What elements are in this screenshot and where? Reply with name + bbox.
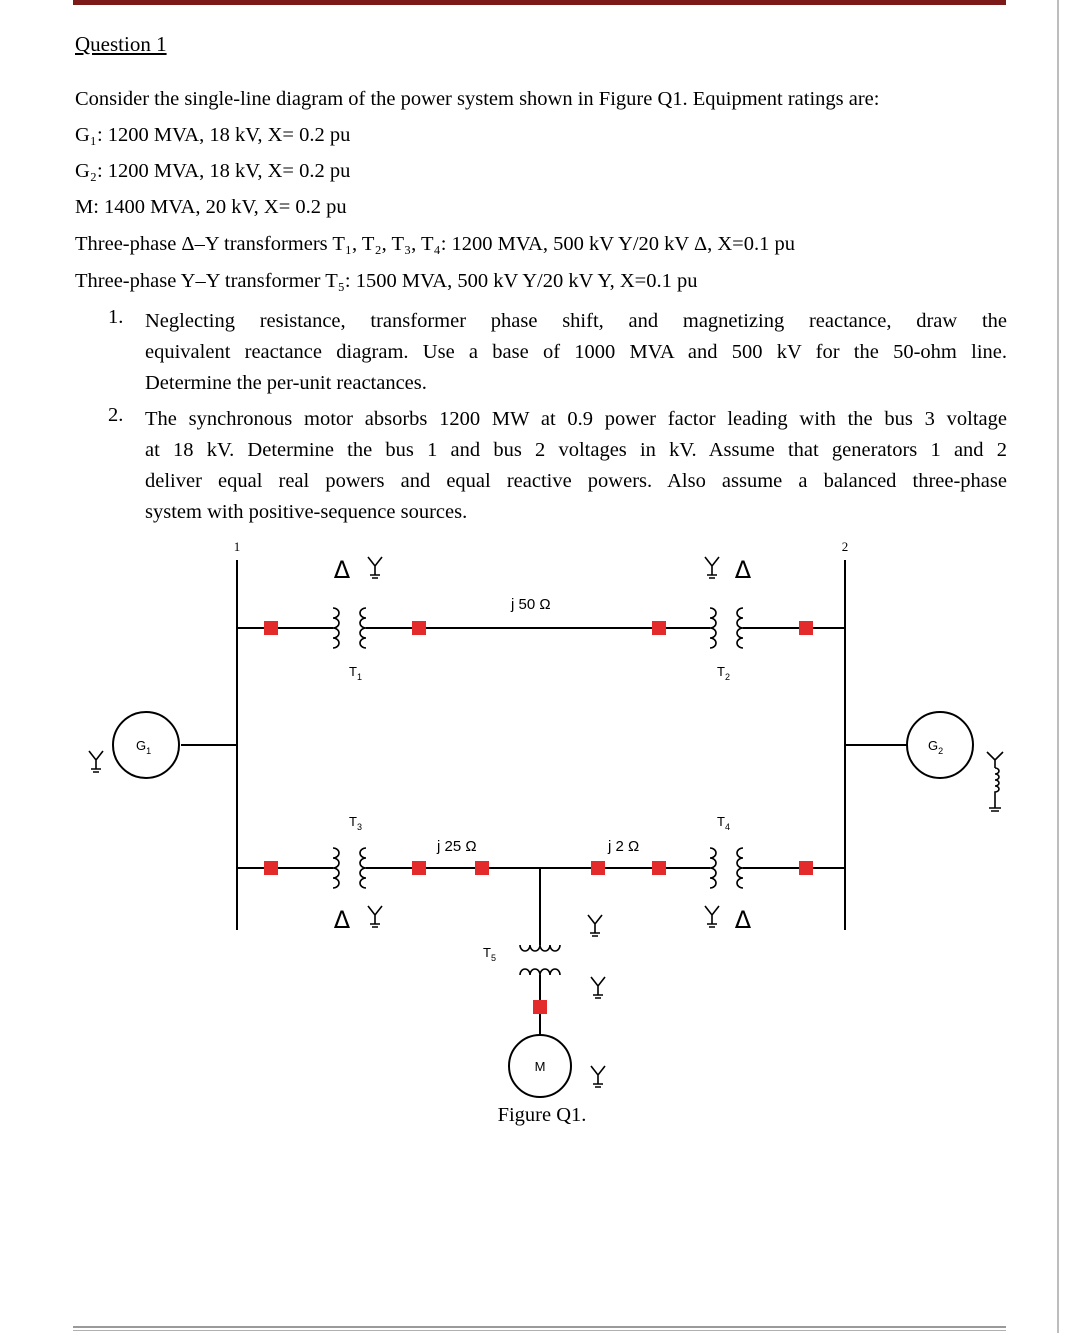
single-line-diagram <box>0 530 1084 1100</box>
task-number: 2. <box>108 404 124 426</box>
generator-g2-icon <box>907 712 973 778</box>
breaker-icon <box>533 1000 547 1014</box>
delta-symbol: Δ <box>333 906 351 934</box>
header-rule <box>73 0 1006 5</box>
task-line: equivalent reactance diagram. Use a base of 1000 MVA and 500 kV for the 50-ohm line. <box>145 341 1007 363</box>
bus-2-label: 2 <box>841 539 849 554</box>
t1-label: $T_1$ <box>349 664 362 682</box>
delta-symbol: Δ <box>734 906 752 934</box>
rating-g1: G₁: 1200 MVA, 18 kV, X= 0.2 pu <box>75 124 351 146</box>
t2-label: $T_2$ <box>717 664 730 682</box>
line-25-label: j 25 Ω <box>437 838 477 855</box>
question-title: Question 1 <box>75 32 167 56</box>
footer-rule-secondary <box>73 1330 1006 1331</box>
line-50-label: j 50 Ω <box>511 596 551 613</box>
wye-grounded-symbol <box>588 915 602 936</box>
breaker-icon <box>475 861 489 875</box>
breaker-icon <box>591 861 605 875</box>
t4-label: $T_4$ <box>717 814 730 832</box>
wye-grounded-symbol <box>591 1066 605 1087</box>
task-line: at 18 kV. Determine the bus 1 and bus 2 voltages in kV. Assume that generators 1 and 2 <box>145 439 1007 461</box>
task-line: Neglecting resistance, transformer phase shift, and magnetizing reactance, draw the <box>145 310 1007 332</box>
task-number: 1. <box>108 306 124 328</box>
delta-symbol: Δ <box>734 556 752 584</box>
rating-g2: G₂: 1200 MVA, 18 kV, X= 0.2 pu <box>75 160 351 182</box>
motor-label: M <box>534 1059 546 1074</box>
wye-grounded-symbol <box>89 751 103 772</box>
task-line: Determine the per-unit reactances. <box>145 372 427 394</box>
task-line: The synchronous motor absorbs 1200 MW at 0.9 power factor leading with the bus 3 voltage <box>145 408 1007 430</box>
circuit-breakers <box>264 621 813 1014</box>
t3-label: $T_3$ <box>349 814 362 832</box>
wye-grounded-symbol <box>368 557 382 578</box>
g2-label: $G_2$ <box>928 738 944 756</box>
task-line: deliver equal real powers and equal reactive powers. Also assume a balanced three-phase <box>145 470 1007 492</box>
rating-transformers-t1-t4: Three-phase Δ–Y transformers T₁, T₂, T₃, T₄: 1200 MVA, 500 kV Y/20 kV Δ, X=0.1 pu <box>75 233 795 255</box>
wye-grounded-symbol <box>705 557 719 578</box>
line-2-label: j 2 Ω <box>608 838 640 855</box>
transformer-t3-icon <box>333 848 366 888</box>
wye-grounded-symbol <box>591 977 605 998</box>
question-intro: Consider the single-line diagram of the power system shown in Figure Q1. Equipment ratings are: <box>75 88 880 110</box>
task-text <box>145 404 1007 528</box>
grounding-reactor-icon <box>987 752 1003 811</box>
t5-label: $T_5$ <box>483 945 496 963</box>
rating-motor: M: 1400 MVA, 20 kV, X= 0.2 pu <box>75 196 347 218</box>
breaker-icon <box>264 861 278 875</box>
breaker-icon <box>412 621 426 635</box>
wye-grounded-symbol <box>368 906 382 927</box>
bus-1-label: 1 <box>233 539 241 554</box>
breaker-icon <box>652 861 666 875</box>
task-text <box>145 306 1007 399</box>
task-line: system with positive-sequence sources. <box>145 501 468 523</box>
breaker-icon <box>412 861 426 875</box>
transformer-t1-icon <box>333 608 366 648</box>
breaker-icon <box>799 621 813 635</box>
wye-grounded-symbol <box>705 906 719 927</box>
transformer-t5-icon <box>520 945 560 975</box>
transformer-t4-icon <box>710 848 743 888</box>
breaker-icon <box>799 861 813 875</box>
figure-caption: Figure Q1. <box>497 1104 587 1126</box>
breaker-icon <box>652 621 666 635</box>
g1-label: $G_1$ <box>136 738 152 756</box>
delta-symbol: Δ <box>333 556 351 584</box>
transformer-t2-icon <box>710 608 743 648</box>
breaker-icon <box>264 621 278 635</box>
footer-rule <box>73 1326 1006 1328</box>
rating-transformer-t5: Three-phase Y–Y transformer T₅: 1500 MVA, 500 kV Y/20 kV Y, X=0.1 pu <box>75 270 698 292</box>
